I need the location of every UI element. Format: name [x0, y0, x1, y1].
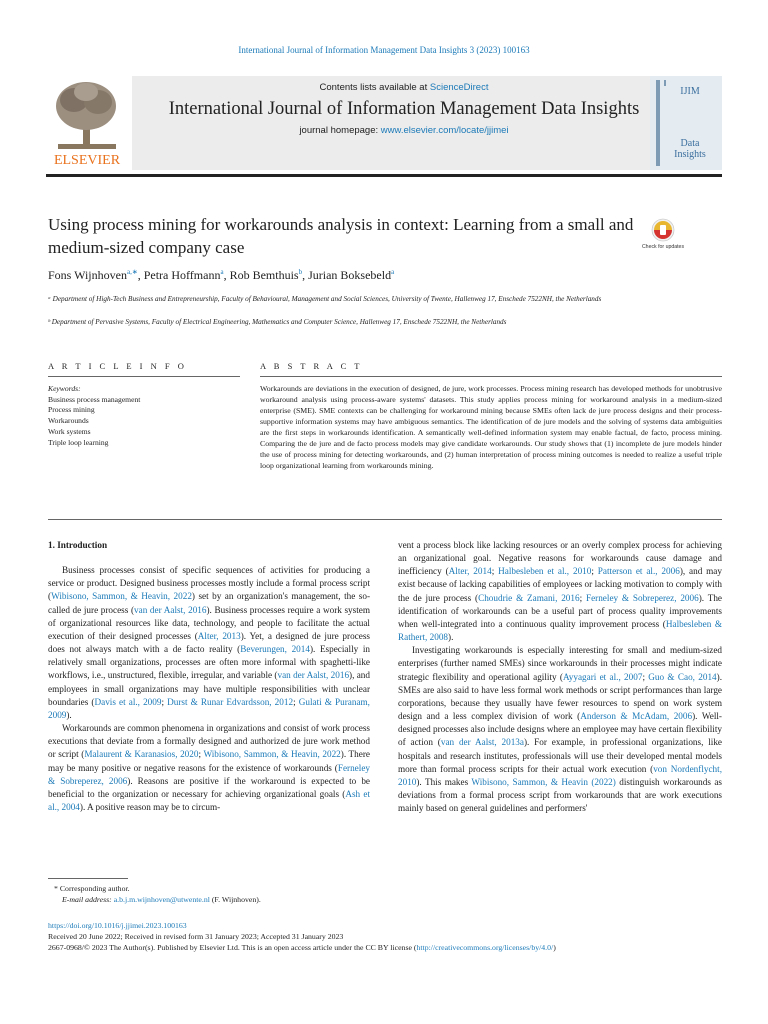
citation-link[interactable]: Anderson & McAdam, 2006 [580, 711, 693, 722]
author-name[interactable]: Fons Wijnhoven [48, 268, 127, 282]
citation-link[interactable]: Malaurent & Karanasios, 2020 [84, 749, 199, 760]
footnote-marker: * [54, 884, 58, 893]
header-rule [46, 174, 722, 177]
citation-link[interactable]: Halbesleben & Rathert, 2008 [398, 618, 722, 643]
author-list: Fons Wijnhoven$^{a,∗}$, Petra Hoffmann$^a$, Rob Bemthuis$^b$, Jurian Boksebeld$^a$ [48, 268, 395, 282]
check-updates-label: Check for updates [641, 244, 685, 250]
body-paragraph: Investigating workarounds is especially interesting for small and medium-sized enterprises (further named SMEs) since workarounds in their processes might indicate strategic flexibility and operational agility (Ayyagari et al., 2007; Guo & Cao, 2014). SMEs are also said to have less formal work methods or script performances than large corporations, because they usually have fewer resources to spend on work system design and a less complex division of work (Anderson & McAdam, 2006). Well-designed processes also include designs where an employee may have certain flexibility of action (van der Aalst, 2013a). For example, in professional organizations, like hospitals and research institutes, professionals will use their developed mental models more than formal process scripts for their actual work execution (von Nordenflycht, 2010). This makes Wibisono, Sammon, & Heavin (2022) distinguish workarounds as deviations from a formal process script from workarounds that are work executions mainly based on general guidelines and performers' [398, 645, 722, 814]
author-name[interactable]: Jurian Boksebeld [308, 268, 392, 282]
affiliation-a: ᵃ Department of High-Tech Business and Entrepreneurship, Faculty of Behavioural, Management and Social Sciences, University of Twente, Hallenweg 17, Enschede 7522NH, the Netherlands [48, 295, 602, 303]
citation-link[interactable]: van der Aalst, 2016 [277, 670, 350, 681]
keyword-item: Triple loop learning [48, 437, 109, 447]
cover-thumbnail-icon [650, 76, 722, 170]
abstract-heading: A B S T R A C T [260, 361, 363, 371]
citation-link[interactable]: von Nordenflycht, 2010 [398, 763, 722, 787]
citation-link[interactable]: Wibisono, Sammon, & Heavin, 2022 [203, 749, 341, 760]
citation-link[interactable]: Ferneley & Sobreperez, 2006 [585, 592, 699, 603]
keywords-block [48, 384, 140, 448]
citation-link[interactable]: Guo & Cao, 2014 [648, 671, 717, 682]
author-affiliation-marker[interactable]: a,∗ [126, 268, 138, 276]
article-title: Using process mining for workarounds analysis in context: Learning from a small and medium-sized company case [48, 215, 634, 257]
body-paragraph: Workarounds are common phenomena in organizations and consist of work process executions that deviate from a formally designed and authorized de jure work method or script (Malaurent & Karanasios, 2020; Wibisono, Sammon, & Heavin, 2022). There may be many positive or negative reasons for the existence of workarounds (Ferneley & Sobreperez, 2006). Reasons are positive if the workaround is expected to be beneficial to the organization or necessary for achieving organizational goals (Ash et al., 2004). A positive reason may be to circum- [48, 723, 370, 812]
author-affiliation-marker[interactable]: b [298, 268, 303, 276]
publisher-name: ELSEVIER [53, 153, 121, 168]
author-affiliation-marker[interactable]: a [220, 268, 224, 276]
body-paragraph: Business processes consist of specific sequences of activities for producing a service or product. Designed business processes mostly include a formal process script (Wibisono, Sammon, & Heavin, 2022) set by an organization's management, the so-called de jure process (van der Aalst, 2016). Business processes require a work system of organizational resources like data, technology, and people to facilitate the actual execution of their designed processes (Alter, 2013). Yet, a designed de jure process does not always match with a de facto reality (Beverungen, 2014). Especially in relatively small organizations, processes are often more informal with spaghetti-like workflows, i.e., unstructured, flexible, irregular, and variable (van der Aalst, 2016), and employees in small organizations may have multiple responsibilities with unclear boundaries (Davis et al., 2009; Durst & Runar Edvardsson, 2012; Gulati & Puranam, 2009). [48, 565, 370, 720]
keyword-item: Business process management [48, 394, 141, 404]
cover-line1: Data [680, 138, 700, 149]
citation-link[interactable]: Ash et al., 2004 [48, 788, 370, 812]
check-for-updates-badge[interactable] [641, 216, 685, 260]
contents-line: Contents lists available at ScienceDirect [319, 82, 489, 93]
citation-link[interactable]: Alter, 2014 [448, 566, 492, 577]
body-column-left [48, 539, 370, 814]
elsevier-tree-icon [46, 76, 128, 170]
keyword-item: Work systems [48, 426, 91, 436]
keyword-item: Workarounds [48, 416, 89, 426]
doi-link[interactable]: https://doi.org/10.1016/j.jjimei.2023.100163 [48, 921, 187, 930]
license-link[interactable]: http://creativecommons.org/licenses/by/4.0/ [416, 943, 554, 952]
footnote: * Corresponding author. E-mail address: a.b.j.m.wijnhoven@utwente.nl (F. Wijnhoven). [54, 884, 261, 904]
article-info-heading: A R T I C L E I N F O [48, 361, 187, 371]
citation-link[interactable]: Davis et al., 2009 [94, 696, 162, 707]
section-heading-introduction: 1. Introduction [48, 540, 108, 550]
keywords-label: Keywords: [48, 384, 81, 393]
affiliation-b: ᵇ Department of Pervasive Systems, Faculty of Electrical Engineering, Mathematics and Computer Science, Hallenweg 17, Enschede 7522NH, the Netherlands [48, 318, 507, 326]
citation-link[interactable]: Ferneley & Sobreperez, 2006 [48, 762, 370, 786]
license-line: 2667-0968/© 2023 The Author(s). Published by Elsevier Ltd. This is an open access article under the CC BY license (http://creativecommons.org/licenses/by/4.0/) [48, 943, 556, 952]
footnote-rule [48, 878, 128, 879]
author-email-link[interactable]: a.b.j.m.wijnhoven@utwente.nl [113, 895, 210, 904]
journal-title: International Journal of Information Management Data Insights [168, 99, 640, 119]
citation-link[interactable]: Durst & Runar Edvardsson, 2012 [167, 696, 294, 707]
abstract-rule [260, 376, 722, 377]
section-rule [48, 519, 722, 520]
citation-link[interactable]: Choudrie & Zamani, 2016 [478, 592, 580, 603]
cover-code: IJIM [680, 86, 700, 97]
author-name[interactable]: Petra Hoffmann [143, 268, 221, 282]
publication-info [48, 920, 556, 953]
author-affiliation-marker[interactable]: a [391, 268, 395, 276]
keyword-item: Process mining [48, 405, 95, 415]
citation-link[interactable]: Ayyagari et al., 2007 [562, 671, 643, 682]
journal-header [46, 76, 722, 172]
top-citation[interactable]: International Journal of Information Management Data Insights 3 (2023) 100163 [238, 45, 530, 55]
citation-link[interactable]: Halbesleben et al., 2010 [498, 566, 592, 577]
corresponding-author-note: Corresponding author. [59, 884, 130, 893]
cover-line2: Insights [674, 149, 706, 160]
citation-link[interactable]: Alter, 2013 [197, 630, 241, 641]
check-updates-icon [641, 216, 685, 260]
citation-link[interactable]: Beverungen, 2014 [240, 644, 310, 655]
journal-banner [132, 76, 676, 170]
received-dates: Received 20 June 2022; Received in revised form 31 January 2023; Accepted 31 January 2023 [48, 932, 344, 941]
abstract-text: Workarounds are deviations in the execution of designed, de jure, work processes. Process mining research has developed methods for unobtrusive workaround analysis using process-aware systems' datasets. This study applies process mining for workaround analysis in a medium-sized enterprise (SME). SME contexts can be challenging for workaround mining because SMEs often lack de jure process designs and their process-supportive information systems may have ambiguous semantics. The identification of de jure models and the solving of systems data ambiguities are the first steps in workarounds identification. A semantically well-defined information system may enable factual, de facto, process mining. Comparing the de jure and de facto process models may give candidate workarounds. Our study shows that (1) incomplete de jure models hinder the use of process mining for detecting workarounds, and (2) human interpretation of process mining outcomes is needed to realize a useful triple loop organizational learning from workarounds mining. [260, 384, 722, 470]
body-paragraph: vent a process block like lacking resources or an overly complex process for achieving an organizational goal. Negative reasons for workarounds cause damage and inefficiency (Alter, 2014; Halbesleben et al., 2010; Patterson et al., 2006), and may exist because of lacking capabilities of employees or lacking motivation to comply with the de jure process (Choudrie & Zamani, 2016; Ferneley & Sobreperez, 2006). The identification of workarounds can be a useful part of process quality improvements when well-integrated into a continuous quality improvement process (Halbesleben & Rathert, 2008). [398, 540, 722, 643]
journal-cover[interactable] [650, 76, 722, 170]
email-label: E-mail address: [62, 895, 112, 904]
author-name[interactable]: Rob Bemthuis [229, 268, 299, 282]
elsevier-logo[interactable] [46, 76, 128, 170]
citation-link[interactable]: van der Aalst, 2016 [134, 604, 207, 615]
sciencedirect-link[interactable]: ScienceDirect [429, 82, 489, 93]
body-column-right [398, 539, 722, 815]
citation-link[interactable]: Patterson et al., 2006 [597, 566, 680, 577]
citation-link[interactable]: Wibisono, Sammon, & Heavin, 2022 [51, 591, 192, 602]
citation-link[interactable]: Wibisono, Sammon, & Heavin (2022) [471, 776, 616, 787]
homepage-line: journal homepage: www.elsevier.com/locate/jjimei [299, 125, 509, 136]
homepage-link[interactable]: www.elsevier.com/locate/jjimei [380, 125, 509, 136]
article-info-rule [48, 376, 240, 377]
citation-link[interactable]: van der Aalst, 2013a [440, 737, 524, 748]
citation-link[interactable]: Gulati & Puranam, 2009 [48, 696, 370, 720]
